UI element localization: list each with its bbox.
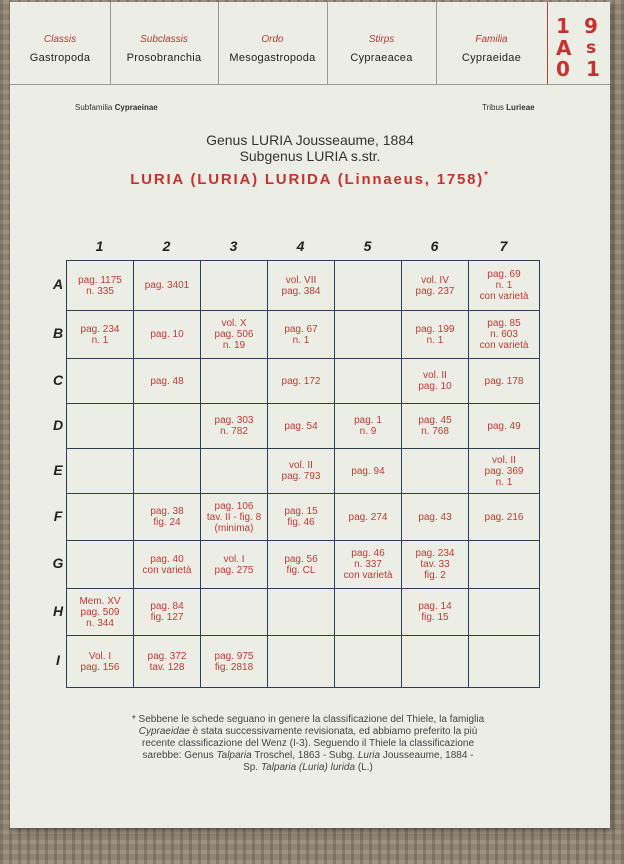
- cell-line: pag. 14: [418, 601, 452, 612]
- cell-line: pag. 372: [147, 650, 187, 662]
- cell-line: n. 782: [220, 426, 248, 437]
- cell-text: [480, 318, 529, 351]
- cell-line: pag. 40: [150, 553, 184, 565]
- cell-line: pag. 234: [80, 323, 120, 335]
- grid-cell: [267, 588, 335, 636]
- cell-text: [215, 651, 254, 673]
- cell-text: [416, 548, 455, 581]
- grid-cell: [200, 310, 268, 359]
- cell-line: n. 1: [292, 334, 310, 346]
- cell-text: [79, 596, 120, 629]
- cell-line: pag. 506: [214, 329, 254, 340]
- grid-cell: [334, 635, 402, 688]
- cell-text: [418, 601, 451, 623]
- grid-cell: [267, 260, 335, 311]
- cell-line: (minima): [214, 522, 254, 534]
- cell-line: pag. 216: [484, 511, 524, 523]
- cell-line: con varietà: [142, 564, 192, 576]
- cell-line: n. 1: [426, 334, 444, 346]
- cell-line: tav. 33: [420, 559, 450, 570]
- grid-cell: [334, 448, 402, 494]
- cell-line: con varietà: [479, 291, 529, 302]
- cell-line: n. 1: [91, 334, 109, 346]
- row-header: D: [52, 416, 64, 433]
- cell-text: [354, 415, 382, 437]
- subgenus-line: Subgenus LURIA s.str.: [239, 148, 381, 164]
- column-header: 3: [229, 238, 238, 254]
- cell-line: vol. IV: [421, 274, 449, 286]
- cell-text: [282, 376, 321, 387]
- cell-line: fig. 24: [153, 517, 181, 528]
- grid-cell: [66, 403, 134, 449]
- header-cell-stirps: [327, 2, 437, 84]
- cell-line: pag. 106: [214, 500, 254, 512]
- cell-text: [150, 506, 183, 528]
- cell-text: [416, 324, 455, 346]
- footnote-text: sarebbe: Genus: [142, 750, 217, 761]
- grid-cell: [334, 493, 402, 541]
- cell-text: [480, 269, 529, 302]
- grid-cell: [133, 260, 201, 311]
- grid-cell: [200, 260, 268, 311]
- cell-text: [351, 466, 384, 477]
- footnote-text: (L.): [355, 762, 373, 773]
- cell-line: pag. 46: [351, 548, 385, 559]
- cell-line: pag. 94: [351, 465, 385, 477]
- cell-line: pag. 156: [80, 661, 120, 673]
- cell-text: [81, 324, 120, 346]
- grid-cell: [334, 403, 402, 449]
- cell-text: [215, 415, 254, 437]
- cell-line: pag. 84: [150, 601, 184, 612]
- cell-text: [485, 455, 524, 488]
- grid-cell: [468, 358, 540, 404]
- footnote-line: [98, 714, 518, 726]
- classification-header: [10, 2, 610, 85]
- cell-text: [418, 370, 451, 392]
- grid-cell: [66, 260, 134, 311]
- grid-cell: [401, 403, 469, 449]
- cell-line: con varietà: [343, 570, 393, 581]
- grid-cell: [66, 635, 134, 688]
- cell-line: vol. II: [492, 454, 516, 466]
- cell-text: [207, 501, 261, 534]
- subfamilia-value: Cypraeinae: [114, 103, 158, 112]
- cell-line: pag. 303: [214, 415, 254, 426]
- grid-cell: [468, 588, 540, 636]
- footnote-line: [98, 762, 518, 774]
- row-header: B: [52, 325, 64, 341]
- cell-line: pag. 178: [484, 375, 524, 387]
- cell-line: pag. 48: [150, 375, 184, 387]
- cell-line: vol. I: [223, 553, 245, 565]
- cell-text: [487, 421, 520, 432]
- cell-line: fig. CL: [286, 564, 316, 576]
- subfamilia-label: Subfamilia: [75, 103, 113, 112]
- cell-text: [284, 421, 317, 432]
- grid-cell: [468, 448, 540, 494]
- footnote-text: Troschel, 1863 - Subg.: [251, 750, 358, 761]
- column-header: 4: [296, 238, 305, 254]
- cell-text: [418, 415, 451, 437]
- cell-line: pag. 45: [418, 415, 452, 426]
- catalog-card: [10, 2, 610, 828]
- grid-cell: [200, 588, 268, 636]
- grid-cell: [267, 448, 335, 494]
- cell-text: [78, 275, 122, 297]
- column-header: 1: [95, 238, 104, 254]
- cell-line: pag. 275: [214, 564, 254, 576]
- cell-text: [150, 329, 183, 340]
- cell-text: [344, 548, 393, 581]
- header-cell-ordo: [218, 2, 328, 84]
- header-label: Ordo: [261, 34, 284, 45]
- header-value: Gastropoda: [29, 52, 91, 64]
- row-header: H: [52, 602, 64, 619]
- cell-text: [215, 318, 254, 351]
- cell-line: pag. 67: [284, 323, 318, 335]
- species-name: LURIA (LURIA) LURIDA (Linnaeus, 1758): [130, 171, 485, 188]
- reference-grid: [66, 260, 539, 687]
- grid-cell: [200, 540, 268, 589]
- cell-line: n. 344: [86, 617, 114, 629]
- code-char: 9: [584, 14, 598, 38]
- cell-text: [485, 512, 524, 523]
- code-char: A: [556, 36, 572, 60]
- cell-line: fig. 127: [150, 612, 184, 623]
- catalog-code: [547, 2, 611, 84]
- header-cell-subclassis: [110, 2, 219, 84]
- grid-cell: [334, 540, 402, 589]
- cell-text: [282, 460, 321, 482]
- cell-line: fig. 15: [421, 612, 449, 623]
- cell-text: [81, 651, 120, 673]
- cell-text: [150, 601, 183, 623]
- cell-line: tav. 128: [149, 661, 185, 673]
- cell-line: pag. 234: [415, 548, 455, 559]
- cell-line: pag. 15: [284, 506, 318, 517]
- grid-cell: [133, 358, 201, 404]
- cell-text: [284, 506, 317, 528]
- cell-line: pag. 10: [150, 329, 184, 340]
- cell-line: pag. 172: [281, 375, 321, 387]
- footnote-text: è stata successivamente revisionata, ed abbiamo preferito la più: [189, 726, 478, 737]
- grid-cell: [133, 540, 201, 589]
- grid-cell: [468, 540, 540, 589]
- cell-line: pag. 975: [214, 650, 254, 662]
- cell-text: [148, 651, 187, 673]
- footnote-italic: Cypraeidae: [138, 726, 190, 737]
- cell-line: fig. 2: [424, 570, 446, 581]
- grid-cell: [334, 588, 402, 636]
- footnote-italic: Luria: [357, 750, 381, 761]
- cell-line: pag. 69: [487, 269, 521, 280]
- cell-line: pag. 43: [418, 511, 452, 523]
- header-value: Prosobranchia: [126, 52, 202, 64]
- row-header: F: [53, 507, 63, 524]
- cell-line: pag. 1: [354, 415, 382, 426]
- footnote-line: [98, 750, 518, 762]
- grid-cell: [401, 540, 469, 589]
- cell-line: fig. 2818: [214, 661, 254, 673]
- header-label: Stirps: [368, 34, 395, 45]
- footnote-text: Jousseaume, 1884 -: [380, 750, 474, 761]
- grid-cell: [468, 310, 540, 359]
- footnote-italic: Talparia (Luria) lurida: [260, 762, 356, 773]
- header-value: Cypraeidae: [461, 52, 522, 64]
- cell-text: [215, 554, 254, 576]
- grid-cell: [200, 403, 268, 449]
- cell-line: pag. 199: [415, 323, 455, 335]
- cell-line: n. 1: [495, 476, 513, 488]
- code-char: 1: [556, 14, 570, 38]
- grid-cell: [66, 540, 134, 589]
- grid-cell: [468, 635, 540, 688]
- grid-cell: [401, 448, 469, 494]
- column-header: 6: [430, 238, 439, 254]
- cell-line: n. 19: [222, 340, 246, 351]
- column-header: 2: [162, 238, 171, 254]
- cell-text: [282, 275, 321, 297]
- grid-cell: [133, 403, 201, 449]
- header-label: Familia: [475, 34, 508, 45]
- grid-cell: [133, 493, 201, 541]
- cell-line: pag. 54: [284, 420, 318, 432]
- grid-cell: [334, 358, 402, 404]
- grid-cell: [200, 635, 268, 688]
- cell-line: pag. 509: [80, 606, 120, 618]
- species-title: [10, 170, 610, 188]
- header-cell-familia: [436, 2, 547, 84]
- cell-text: [284, 324, 317, 346]
- cell-text: [416, 275, 455, 297]
- cell-text: [150, 376, 183, 387]
- cell-line: pag. 56: [284, 553, 318, 565]
- grid-cell: [401, 310, 469, 359]
- grid-cell: [66, 448, 134, 494]
- column-header: 7: [499, 238, 508, 254]
- cell-line: n. 768: [421, 426, 449, 437]
- footnote-text: recente classificazione del Wenz (I-3). Seguendo il Thiele la classificazione: [141, 738, 475, 749]
- grid-cell: [66, 588, 134, 636]
- grid-cell: [334, 310, 402, 359]
- grid-cell: [133, 310, 201, 359]
- cell-line: pag. 384: [281, 285, 321, 297]
- cell-line: vol. VII: [285, 274, 317, 286]
- cell-line: vol. X: [221, 318, 247, 329]
- header-value: Cypraeacea: [350, 52, 413, 64]
- cell-line: pag. 10: [418, 381, 452, 392]
- cell-line: n. 1: [495, 280, 513, 291]
- cell-text: [349, 512, 388, 523]
- cell-line: n. 9: [359, 426, 377, 437]
- code-char: 1: [586, 57, 600, 81]
- grid-cell: [267, 635, 335, 688]
- cell-line: n. 603: [490, 329, 518, 340]
- cell-line: pag. 49: [487, 420, 521, 432]
- grid-cell: [66, 310, 134, 359]
- row-header: E: [53, 461, 63, 478]
- tribus-label: Tribus: [482, 103, 504, 112]
- grid-cell: [401, 260, 469, 311]
- grid-cell: [267, 403, 335, 449]
- footnote-italic: Talparia: [216, 750, 252, 761]
- grid-cell: [267, 310, 335, 359]
- grid-cell: [66, 358, 134, 404]
- cell-line: pag. 369: [484, 465, 524, 477]
- cell-line: pag. 793: [281, 471, 321, 482]
- footnote-text: Sp.: [243, 762, 261, 773]
- grid-cell: [133, 635, 201, 688]
- row-header: C: [52, 371, 64, 388]
- grid-cell: [200, 358, 268, 404]
- cell-line: fig. 46: [287, 517, 315, 528]
- footnote-text: * Sebbene le schede seguano in genere la classificazione del Thiele, la famiglia: [131, 714, 485, 725]
- tribus: [482, 103, 535, 112]
- header-cell-classis: [10, 2, 111, 84]
- grid-cell: [267, 493, 335, 541]
- cell-line: tav. II - fig. 8: [206, 511, 262, 523]
- row-header: I: [56, 652, 60, 668]
- header-label: Classis: [43, 34, 77, 45]
- column-header: 5: [363, 238, 372, 254]
- grid-cell: [334, 260, 402, 311]
- cell-line: pag. 1175: [78, 274, 122, 286]
- grid-cell: [200, 448, 268, 494]
- cell-line: pag. 38: [150, 506, 184, 517]
- grid-cell: [468, 493, 540, 541]
- genus-line: Genus LURIA Jousseaume, 1884: [206, 132, 414, 148]
- cell-text: [418, 512, 451, 523]
- cell-line: Vol. I: [88, 650, 112, 662]
- grid-cell: [468, 403, 540, 449]
- cell-line: Mem. XV: [79, 595, 121, 607]
- cell-text: [284, 554, 317, 576]
- tribus-value: Lurieae: [506, 103, 535, 112]
- grid-cell: [200, 493, 268, 541]
- grid-cell: [267, 540, 335, 589]
- cell-line: n. 335: [86, 285, 114, 297]
- header-label: Subclassis: [140, 34, 188, 45]
- cell-line: vol. II: [289, 460, 313, 471]
- header-value: Mesogastropoda: [229, 52, 316, 64]
- grid-cell: [133, 448, 201, 494]
- footnote-line: [98, 738, 518, 750]
- grid-cell: [66, 493, 134, 541]
- grid-cell: [133, 588, 201, 636]
- grid-cell: [401, 588, 469, 636]
- row-header: G: [52, 555, 64, 571]
- cell-line: n. 337: [354, 559, 382, 570]
- grid-cell: [468, 260, 540, 311]
- cell-line: pag. 274: [348, 511, 388, 523]
- code-char: s: [586, 38, 597, 58]
- cell-line: pag. 3401: [144, 280, 190, 291]
- cell-text: [143, 554, 192, 576]
- grid-cell: [401, 635, 469, 688]
- grid-cell: [401, 493, 469, 541]
- cell-text: [145, 280, 190, 291]
- footnote: [98, 714, 518, 774]
- row-header: A: [52, 276, 64, 292]
- grid-cell: [267, 358, 335, 404]
- code-char: 0: [556, 57, 570, 81]
- subfamilia: [75, 103, 158, 112]
- cell-text: [485, 376, 524, 387]
- cell-line: con varietà: [479, 340, 529, 351]
- grid-cell: [401, 358, 469, 404]
- cell-line: pag. 237: [415, 285, 455, 297]
- footnote-mark: *: [484, 170, 490, 181]
- footnote-line: [98, 726, 518, 738]
- cell-line: vol. II: [423, 370, 447, 381]
- cell-line: pag. 85: [487, 318, 521, 329]
